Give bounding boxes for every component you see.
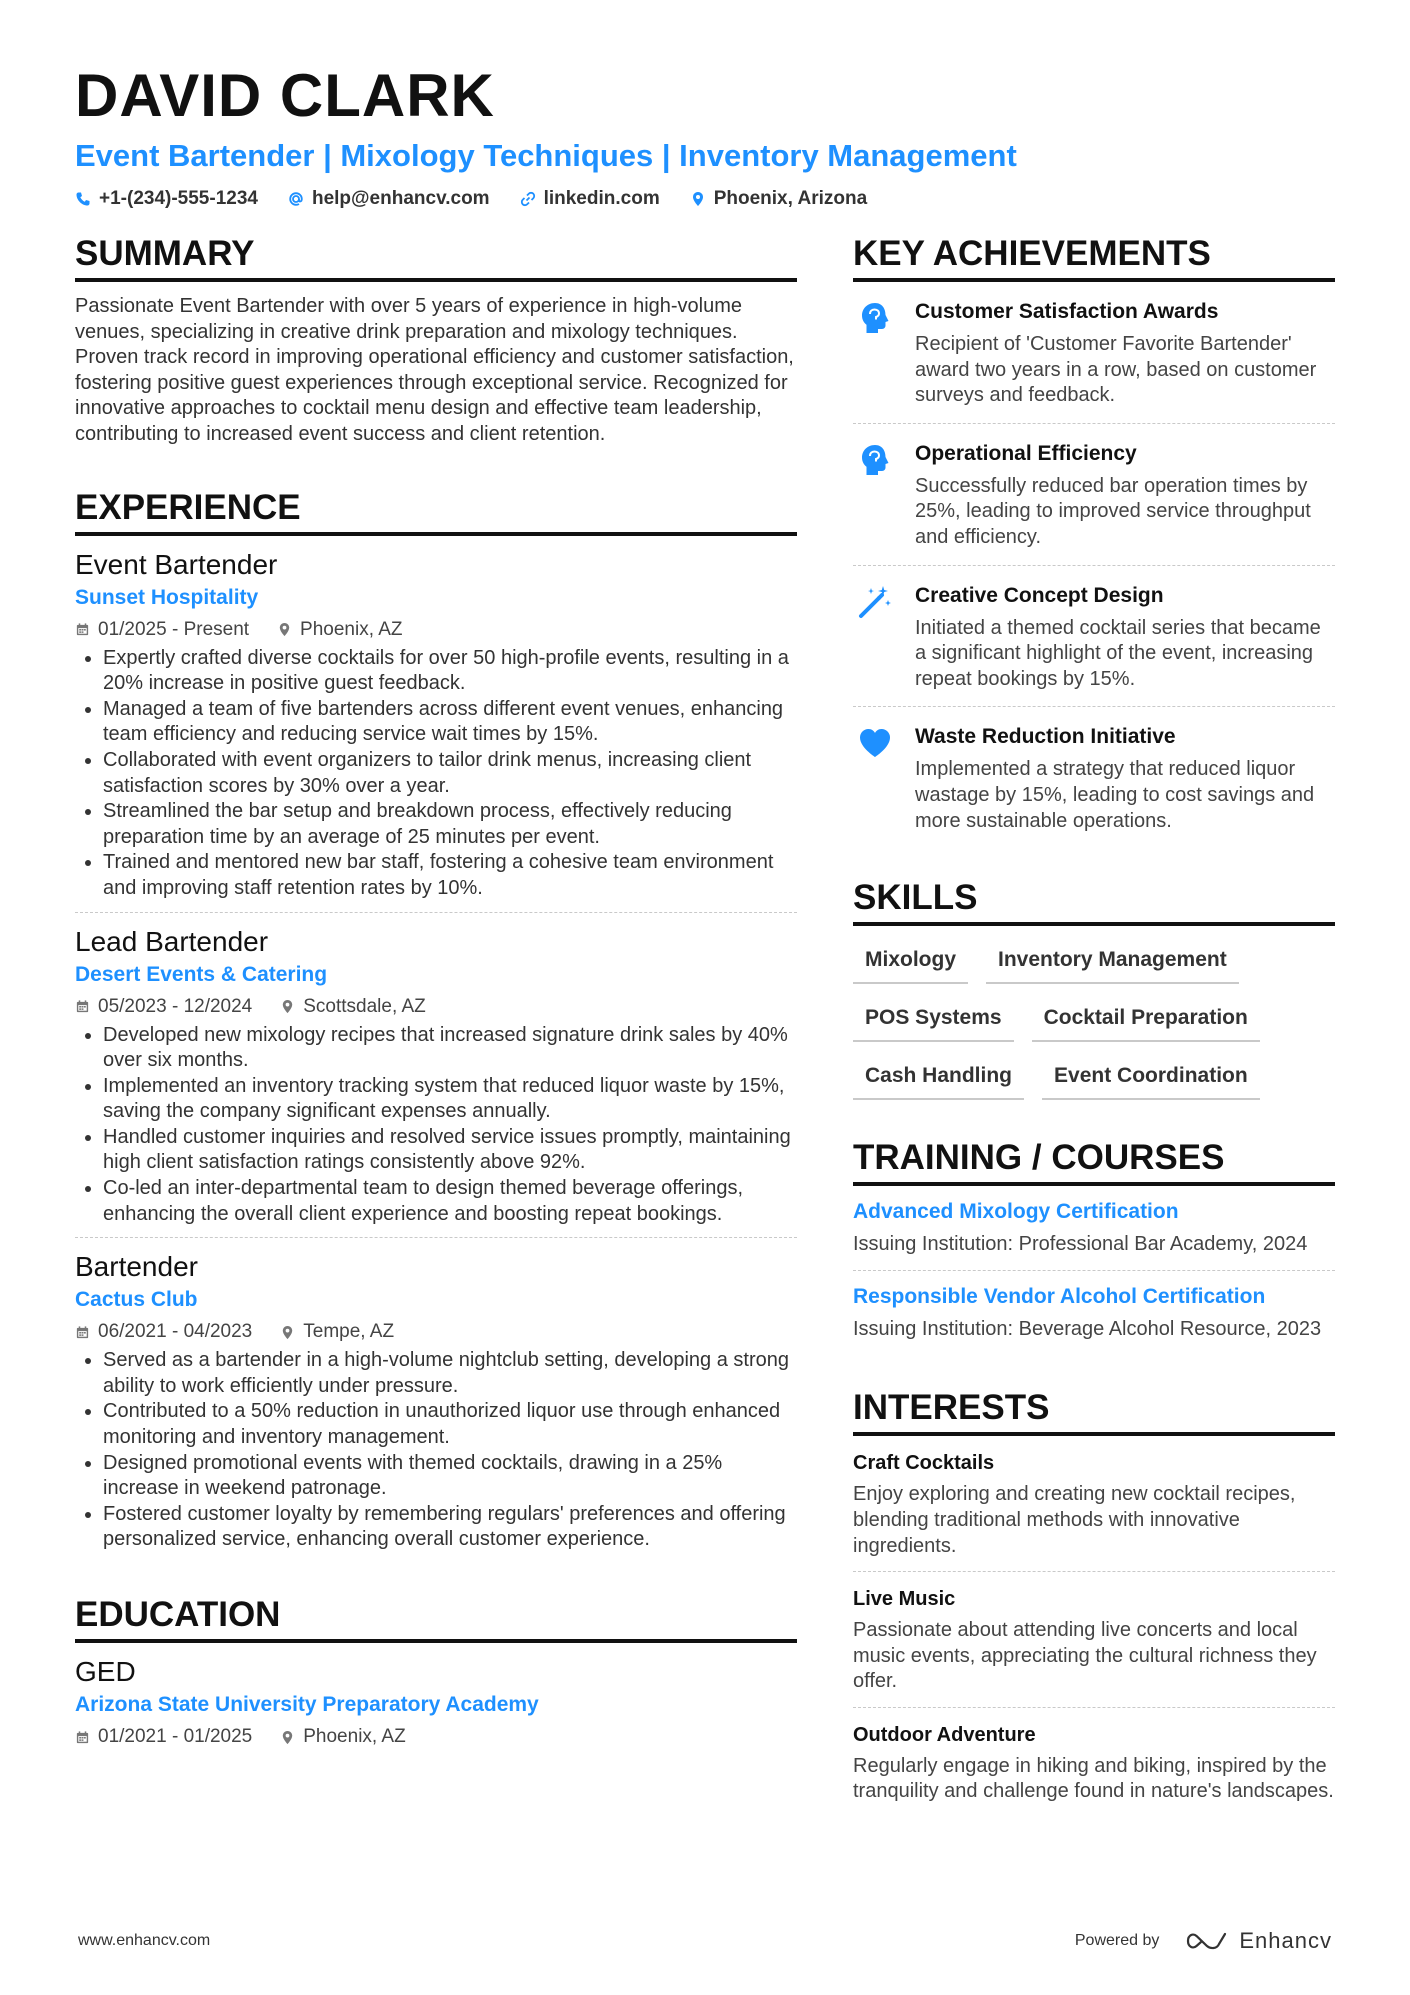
contact-bar	[75, 188, 1335, 210]
experience-title: EXPERIENCE	[75, 486, 797, 536]
skill-tag: POS Systems	[853, 1000, 1014, 1042]
interest-desc: Regularly engage in hiking and biking, inspired by the tranquility and challenge found in nature's landscapes.	[853, 1754, 1334, 1803]
school-name: Arizona State University Preparatory Academy	[75, 1693, 539, 1716]
job-meta	[75, 995, 797, 1019]
skill-tag: Cash Handling	[853, 1058, 1024, 1100]
degree: GED	[75, 1656, 136, 1687]
achievement-body	[915, 298, 1335, 409]
contact-linkedin[interactable]	[520, 188, 660, 210]
education-meta	[75, 1725, 797, 1749]
education-entry	[75, 1643, 797, 1759]
email-text: help@enhancv.com	[311, 188, 490, 209]
job-meta	[75, 1320, 797, 1344]
job-bullet: • Handled customer inquiries and resolved service issues promptly, maintaining high client satisfaction ratings consistently above 92%.	[103, 1125, 797, 1176]
heart-icon	[857, 725, 893, 761]
map-pin-icon	[277, 622, 292, 637]
job-bullet: • Trained and mentored new bar staff, fostering a cohesive team environment and improving staff retention rates by 10%.	[103, 850, 797, 901]
at-sign-icon	[288, 191, 304, 207]
calendar-icon	[75, 622, 90, 637]
achievement-desc: Implemented a strategy that reduced liquor wastage by 15%, leading to cost savings and more sustainable operations.	[915, 758, 1315, 832]
achievement-body	[915, 440, 1335, 551]
achievement-icon-wrap	[853, 440, 897, 551]
phone-icon	[75, 191, 91, 207]
achievement-body	[915, 723, 1335, 834]
achievements-title: KEY ACHIEVEMENTS	[853, 232, 1335, 282]
interest-item	[853, 1436, 1335, 1572]
job-dates-text: 06/2021 - 04/2023	[98, 1321, 253, 1343]
job-location-text: Scottsdale, AZ	[303, 995, 426, 1017]
achievement-item	[853, 282, 1335, 424]
education-title: EDUCATION	[75, 1593, 797, 1643]
map-pin-icon	[280, 999, 295, 1014]
achievement-icon-wrap	[853, 298, 897, 409]
interests-title: INTERESTS	[853, 1386, 1335, 1436]
education-location-text: Phoenix, AZ	[303, 1726, 406, 1747]
job-location	[280, 995, 426, 1019]
course-item	[853, 1271, 1335, 1355]
achievement-icon-wrap	[853, 582, 897, 693]
brand-logo[interactable]	[1185, 1928, 1332, 1954]
job-bullet: • Fostered customer loyalty by remembering regulars' preferences and offering personalized service, enhancing overall customer experience.	[103, 1502, 797, 1553]
job-title: Bartender	[75, 1251, 198, 1283]
enhancv-logo-icon	[1185, 1930, 1229, 1952]
contact-phone[interactable]	[75, 188, 258, 210]
interest-item	[853, 1572, 1335, 1708]
job-company: Sunset Hospitality	[75, 585, 259, 609]
skills-title: SKILLS	[853, 876, 1335, 926]
achievement-desc: Initiated a themed cocktail series that became a significant highlight of the event, increasing repeat bookings by 15%.	[915, 616, 1321, 690]
interest-title: Outdoor Adventure	[853, 1723, 1036, 1746]
job-bullets	[75, 646, 797, 902]
skill-tag: Event Coordination	[1042, 1058, 1260, 1100]
job-bullet: • Expertly crafted diverse cocktails for over 50 high-profile events, resulting in a 20% increase in positive guest feedback.	[103, 646, 797, 697]
job-bullet: • Co-led an inter-departmental team to design themed beverage offerings, enhancing the overall client experience and boosting repeat bookings.	[103, 1176, 797, 1227]
job-bullet: • Collaborated with event organizers to tailor drink menus, increasing client satisfaction scores by 30% over a year.	[103, 748, 797, 799]
course-title: Advanced Mixology Certification	[853, 1200, 1179, 1224]
job-dates-text: 05/2023 - 12/2024	[98, 995, 253, 1017]
skill-tag: Inventory Management	[986, 942, 1239, 984]
job-location-text: Phoenix, AZ	[300, 618, 403, 640]
achievement-desc: Recipient of 'Customer Favorite Bartender' award two years in a row, based on customer surveys and feedback.	[915, 333, 1317, 407]
calendar-icon	[75, 1730, 90, 1745]
job-bullet: • Developed new mixology recipes that increased signature drink sales by 40% over six months.	[103, 1023, 797, 1074]
achievements-section	[853, 232, 1335, 848]
interest-title: Live Music	[853, 1588, 956, 1611]
job-bullet: • Streamlined the bar setup and breakdown process, effectively reducing preparation time by an average of 25 minutes per event.	[103, 799, 797, 850]
map-pin-icon	[690, 191, 706, 207]
right-column	[853, 232, 1335, 1855]
course-item	[853, 1186, 1335, 1271]
course-desc: Issuing Institution: Professional Bar Academy, 2024	[853, 1233, 1308, 1256]
achievement-title: Operational Efficiency	[915, 441, 1137, 465]
job-dates	[75, 618, 249, 642]
job-dates	[75, 995, 252, 1019]
columns	[75, 232, 1335, 1855]
job-dates-text: 01/2025 - Present	[98, 618, 250, 640]
education-dates-text: 01/2021 - 01/2025	[98, 1726, 253, 1747]
map-pin-icon	[280, 1325, 295, 1340]
footer	[78, 1928, 1332, 1954]
interest-item	[853, 1708, 1335, 1817]
job-bullet: • Managed a team of five bartenders across different event venues, enhancing team efficiency and reducing service wait times by 15%.	[103, 697, 797, 748]
left-column	[75, 232, 797, 1855]
job-bullets	[75, 1348, 797, 1553]
job-entry	[75, 536, 797, 913]
summary-text: Passionate Event Bartender with over 5 years of experience in high-volume venues, specializing in creative drink preparation and mixology techniques. Proven track record in improving operational efficiency and customer satisfaction, fostering positive guest experiences through exceptional service. Recognized for innovative approaches to cocktail menu design and effective team leadership, contributing to increased event success and client retention.	[75, 295, 794, 445]
achievement-item	[853, 566, 1335, 708]
job-bullet: • Implemented an inventory tracking system that reduced liquor waste by 15%, saving the company significant expenses annually.	[103, 1074, 797, 1125]
map-pin-icon	[280, 1730, 295, 1745]
achievement-title: Creative Concept Design	[915, 583, 1164, 607]
summary-section	[75, 232, 797, 448]
powered-by-label: Powered by	[1074, 1932, 1160, 1949]
job-bullet: • Contributed to a 50% reduction in unauthorized liquor use through enhanced monitoring and inventory management.	[103, 1399, 797, 1450]
linkedin-text: linkedin.com	[543, 188, 660, 209]
achievement-title: Waste Reduction Initiative	[915, 725, 1176, 749]
achievement-icon-wrap	[853, 723, 897, 834]
interest-title: Craft Cocktails	[853, 1452, 995, 1475]
interest-desc: Enjoy exploring and creating new cocktail recipes, blending traditional methods with innovative ingredients.	[853, 1483, 1296, 1557]
location-text: Phoenix, Arizona	[713, 188, 868, 209]
job-bullet: • Served as a bartender in a high-volume nightclub setting, developing a strong ability to work efficiently under pressure.	[103, 1348, 797, 1399]
training-title: TRAINING / COURSES	[853, 1136, 1335, 1186]
brain-head-icon	[857, 442, 893, 478]
skill-tag: Cocktail Preparation	[1032, 1000, 1260, 1042]
interest-desc: Passionate about attending live concerts and local music events, appreciating the cultural richness they offer.	[853, 1619, 1317, 1693]
achievement-desc: Successfully reduced bar operation times by 25%, leading to improved service throughput and efficiency.	[915, 474, 1311, 548]
footer-website[interactable]: www.enhancv.com	[78, 1932, 211, 1949]
summary-title: SUMMARY	[75, 232, 797, 282]
education-section	[75, 1593, 797, 1759]
education-location	[280, 1725, 405, 1749]
job-company: Desert Events & Catering	[75, 962, 328, 986]
job-entry	[75, 913, 797, 1239]
course-title: Responsible Vendor Alcohol Certification	[853, 1284, 1266, 1308]
interests-section	[853, 1386, 1335, 1817]
course-desc: Issuing Institution: Beverage Alcohol Resource, 2023	[853, 1317, 1322, 1340]
contact-email[interactable]	[288, 188, 490, 210]
brand-name: Enhancv	[1239, 1928, 1332, 1953]
experience-section	[75, 486, 797, 1563]
phone-text: +1-(234)-555-1234	[99, 188, 258, 209]
calendar-icon	[75, 1325, 90, 1340]
job-bullet: • Designed promotional events with themed cocktails, drawing in a 25% increase in weekend patronage.	[103, 1451, 797, 1502]
job-bullets	[75, 1023, 797, 1228]
job-dates	[75, 1320, 252, 1344]
achievement-item	[853, 707, 1335, 848]
candidate-name: DAVID CLARK	[75, 62, 495, 129]
contact-location	[690, 188, 867, 210]
job-title: Event Bartender	[75, 548, 278, 580]
achievement-body	[915, 582, 1335, 693]
skills-section	[853, 876, 1335, 1100]
magic-wand-icon	[857, 584, 893, 620]
skill-tag: Mixology	[853, 942, 968, 984]
job-location	[277, 618, 402, 642]
job-entry	[75, 1238, 797, 1563]
job-location	[280, 1320, 394, 1344]
skills-list	[853, 942, 1335, 1100]
job-title: Lead Bartender	[75, 925, 269, 957]
headline: Event Bartender | Mixology Techniques | Inventory Management	[75, 138, 1017, 173]
brain-head-icon	[857, 300, 893, 336]
training-section	[853, 1136, 1335, 1354]
education-dates	[75, 1725, 252, 1749]
powered-by	[1075, 1928, 1332, 1954]
calendar-icon	[75, 999, 90, 1014]
job-company: Cactus Club	[75, 1288, 198, 1312]
link-icon	[520, 191, 536, 207]
achievement-item	[853, 424, 1335, 566]
job-location-text: Tempe, AZ	[303, 1321, 395, 1343]
achievement-title: Customer Satisfaction Awards	[915, 300, 1219, 323]
job-meta	[75, 618, 797, 642]
